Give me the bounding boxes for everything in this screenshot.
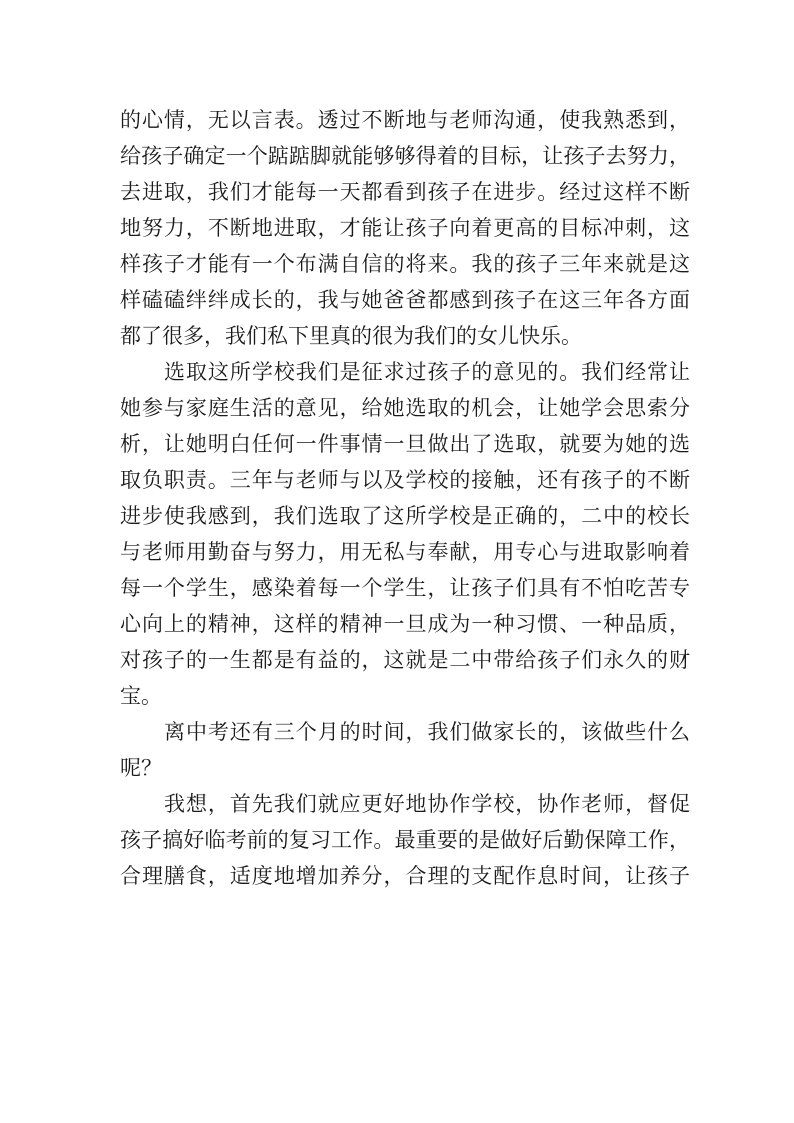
text-line: 地努力，不断地进取，才能让孩子向着更高的目标冲刺，这 (120, 216, 690, 240)
text-line: 取负职责。三年与老师与以及学校的接触，还有孩子的不断 (120, 468, 690, 492)
text-line: 宝。 (120, 684, 162, 708)
text-line: 进步使我感到，我们选取了这所学校是正确的，二中的校长 (120, 504, 690, 528)
text-line: 都了很多，我们私下里真的很为我们的女儿快乐。 (120, 324, 582, 348)
text-line: 每一个学生，感染着每一个学生，让孩子们具有不怕吃苦专 (120, 576, 690, 600)
text-line: 孩子搞好临考前的复习工作。最重要的是做好后勤保障工作， (120, 828, 690, 852)
text-line: 与老师用勤奋与努力，用无私与奉献，用专心与进取影响着 (120, 540, 690, 564)
text-line: 呢？ (120, 756, 162, 780)
text-line: 合理膳食，适度地增加养分，合理的支配作息时间，让孩子 (120, 864, 690, 888)
text-line: 析，让她明白任何一件事情一旦做出了选取，就要为她的选 (120, 432, 690, 456)
text-line: 的心情，无以言表。透过不断地与老师沟通，使我熟悉到， (120, 108, 690, 132)
text-line: 样磕磕绊绊成长的，我与她爸爸都感到孩子在这三年各方面 (120, 288, 690, 312)
text-line: 心向上的精神，这样的精神一旦成为一种习惯、一种品质， (120, 612, 690, 636)
paragraph-first-line: 我想，首先我们就应更好地协作学校，协作老师，督促 (164, 792, 690, 816)
text-line: 她参与家庭生活的意见，给她选取的机会，让她学会思索分 (120, 396, 690, 420)
paragraph-first-line: 选取这所学校我们是征求过孩子的意见的。我们经常让 (164, 360, 690, 384)
text-line: 对孩子的一生都是有益的，这就是二中带给孩子们永久的财 (120, 648, 690, 672)
text-line: 去进取，我们才能每一天都看到孩子在进步。经过这样不断 (120, 180, 690, 204)
text-line: 样孩子才能有一个布满自信的将来。我的孩子三年来就是这 (120, 252, 690, 276)
paragraph-first-line: 离中考还有三个月的时间，我们做家长的，该做些什么 (164, 720, 690, 744)
text-line: 给孩子确定一个踮踮脚就能够够得着的目标，让孩子去努力， (120, 144, 690, 168)
